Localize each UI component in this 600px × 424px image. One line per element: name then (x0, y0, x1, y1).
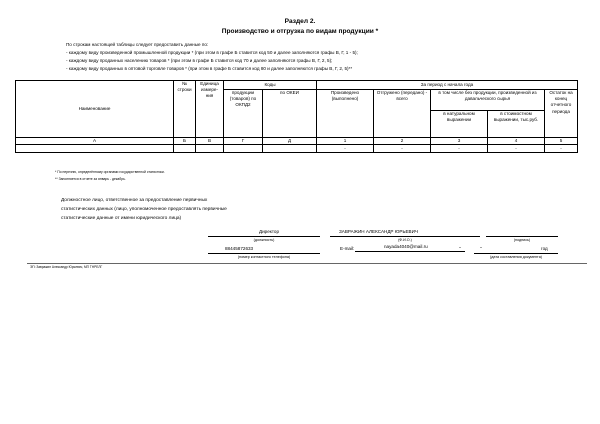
data-cell: - (374, 145, 431, 153)
header-codes: Коды (224, 81, 317, 90)
position-caption: (должность) (253, 238, 275, 242)
production-table (15, 80, 578, 153)
instructions (66, 41, 546, 73)
date-underline (474, 253, 558, 254)
data-cell (224, 145, 263, 153)
instructions-item: - каждому виду проданных в оптовой торговле товаров * (при этом в графе Б ставится код 80 и далее заполняются графы В, Г, 2, 5)** (66, 66, 353, 71)
section-title: Раздел 2. (284, 18, 316, 25)
column-letter-cell: В (196, 138, 224, 145)
data-cell: - (431, 145, 488, 153)
email-value: nayada4040@mail.ru (384, 244, 428, 249)
data-cell (263, 145, 317, 153)
email-label: E-mail: (340, 246, 355, 251)
column-letter-cell: Б (174, 138, 196, 145)
position-value: Директор (259, 229, 280, 234)
column-letter-cell: 5 (545, 138, 578, 145)
header-line-number: № строки (174, 81, 196, 138)
header-value-units: в стоимостном выражении, тыс.руб. (488, 111, 545, 138)
header-name: Наименование (16, 81, 174, 138)
date-quote-close: " (480, 246, 482, 251)
position-underline (208, 236, 320, 237)
phone-caption: (номер контактного телефона) (237, 255, 291, 259)
instructions-lead: По строкам настоящей таблицы следует предоставить данные по: (66, 42, 209, 47)
phone-value: 88445872633 (225, 246, 254, 251)
column-letter-cell: 3 (431, 138, 488, 145)
data-cell: - (488, 145, 545, 153)
column-letter-cell: Д (263, 138, 317, 145)
date-year-suffix: год (541, 246, 548, 251)
full-name-value: ЗАВРАЖИН АЛЕКСАНДР ЮРЬЕВИЧ (339, 229, 418, 234)
header-natural-units: в натуральном выражении (431, 111, 488, 138)
data-cell (174, 145, 196, 153)
header-produced: Произведено (выполнено) (317, 90, 374, 138)
header-unit: Единица измере- ния (196, 81, 224, 138)
footnote: ** Заполняется в отчете за январь - декабрь. (55, 177, 126, 181)
full-name-caption: (Ф.И.О.) (398, 238, 412, 242)
header-stock-end: Остаток на конец отчетного периода (545, 90, 578, 138)
data-cell (196, 145, 224, 153)
footnotes (55, 169, 165, 183)
phone-underline (208, 253, 320, 254)
instructions-item: - каждому виду произведенной промышленной продукции * (при этом в графе Б ставится код 50 и далее заполняются графы В, Г, 1 - 5); (66, 50, 358, 55)
column-letter-cell: Г (224, 138, 263, 145)
data-cell: - (317, 145, 374, 153)
responsible-official-text: Должностное лицо, ответственное за предоставление первичных статистических данных (лицо, уполномоченное предоставлять первичные статистические данные от имени юридического лица) (61, 198, 227, 222)
email-underline (355, 251, 465, 252)
instructions-item: - каждому виду проданных населению товаров * (при этом в графе Б ставится код 70 и далее заполняются графы В, Г, 2, 5); (66, 58, 333, 63)
header-product-code: продукции (товаров) по ОКПД2 (224, 90, 263, 138)
date-caption: (дата составления документа) (490, 255, 542, 259)
header-shipped-total: Отгружено (передано) - всего (374, 90, 431, 138)
full-name-underline (330, 236, 480, 237)
footer-divider (27, 263, 587, 264)
header-period: За период с начала года (317, 81, 578, 90)
data-cell (16, 145, 174, 153)
section-subtitle: Производство и отгрузка по видам продукции * (221, 28, 379, 35)
footnote: * По перечню, определённому органами государственной статистики. (55, 170, 165, 174)
data-cell: - (545, 145, 578, 153)
signature-caption: (подпись) (513, 238, 531, 242)
column-letter-cell: А (16, 138, 174, 145)
column-letter-cell: 4 (488, 138, 545, 145)
signature-underline (486, 236, 558, 237)
date-quote-open: " (459, 246, 461, 251)
header-okei-code: по ОКЕИ (263, 90, 317, 138)
electronic-signature-footer: ЭП: Завражин Александр Юрьевич, МП ТНРЕЛГ (30, 265, 103, 269)
header-excluding-tolling: в том числе без продукции, произведенной из давальческого сырья (431, 90, 545, 111)
column-letter-cell: 1 (317, 138, 374, 145)
column-letter-cell: 2 (374, 138, 431, 145)
